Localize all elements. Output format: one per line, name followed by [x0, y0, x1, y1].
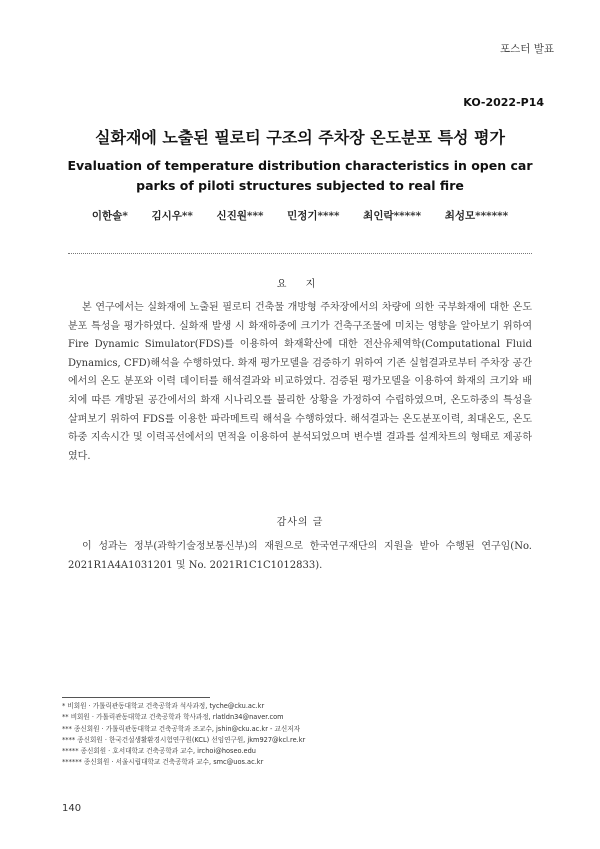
author-3: 신진원*** [216, 210, 264, 222]
author-6: 최성모****** [444, 210, 509, 222]
footnote-5: ***** 종신회원 · 호서대학교 건축공학과 교수, irchoi@hoseo.edu [62, 747, 256, 756]
section-divider [68, 253, 532, 254]
section-tag: 포스터 발표 [499, 43, 554, 55]
footnote-1: * 비회원 · 가톨릭관동대학교 건축공학과 석사과정, tyche@cku.ac.kr [62, 702, 265, 710]
footnote-3: *** 종신회원 · 가톨릭관동대학교 건축공학과 조교수, jshin@cku.ac.kr - 교신저자 [62, 724, 300, 733]
paper-code: KO-2022-P14 [463, 96, 544, 109]
author-2: 김시우** [151, 210, 193, 222]
author-5: 최인락***** [363, 210, 422, 222]
page-number: 140 [62, 803, 82, 814]
title-english: Evaluation of temperature distribution characteristics in open car parks of piloti structures subjected to real fire [67, 158, 533, 193]
footnote-6: ****** 종신회원 · 서울시립대학교 건축공학과 교수, smc@uos.ac.kr [62, 758, 264, 767]
abstract-heading: 요 지 [276, 279, 324, 290]
title-korean: 실화재에 노출된 필로티 구조의 주차장 온도분포 특성 평가 [95, 128, 505, 147]
footnote-2: ** 비회원 · 가톨릭관동대학교 건축공학과 학사과정, rlatldn34@naver.com [62, 713, 284, 722]
acknowledgement-body [68, 538, 532, 575]
author-1: 이한솔* [91, 210, 128, 222]
acknowledgement-text: 이 성과는 정부(과학기술정보통신부)의 재원으로 한국연구재단의 지원을 받아 수행된 연구임(No. 2021R1A4A1031201 및 No. 2021R1C1C1012833). [68, 541, 532, 571]
footnote-rule [62, 697, 210, 698]
abstract-text: 본 연구에서는 실화재에 노출된 필로티 건축물 개방형 주차장에서의 차량에 의한 국부화재에 대한 온도분포 특성을 평가하였다. 실화재 발생 시 화재하중에 크기가 건축구조물에 미치는 영향을 알아보기 위하여 Fire Dynamic Simulator(FDS)를 이용하여 화재확산에 대한 전산유체역학(Computational Fluid Dynamics, CFD)해석을 수행하였다. 화재 평가모델을 검증하기 위하여 기존 실험결과로부터 주차장 공간에서의 온도 분포와 이력 데이터를 해석결과와 비교하였다. 검증된 평가모델을 이용하여 화재의 크기와 배치에 따른 개방된 공간에서의 화재 시나리오를 불리한 상황을 가정하여 수립하였으며, 온도하중의 특성을 살펴보기 위하여 FDS를 이용한 파라메트릭 해석을 수행하였다. 해석결과는 온도분포이력, 최대온도, 온도하중 지속시간 및 이력곡선에서의 면적을 이용하여 분석되었으며 변수별 결과를 설계차트의 형태로 제공하였다. [68, 302, 532, 462]
abstract-body [68, 299, 532, 466]
footnotes [62, 701, 542, 769]
acknowledgement-heading: 감사의 글 [276, 517, 324, 528]
footnote-4: **** 종신회원 · 한국건설생활환경시험연구원(KCL) 선임연구원, jkm927@kcl.re.kr [62, 735, 306, 744]
author-4: 민정기**** [287, 210, 340, 222]
author-list [0, 208, 600, 223]
